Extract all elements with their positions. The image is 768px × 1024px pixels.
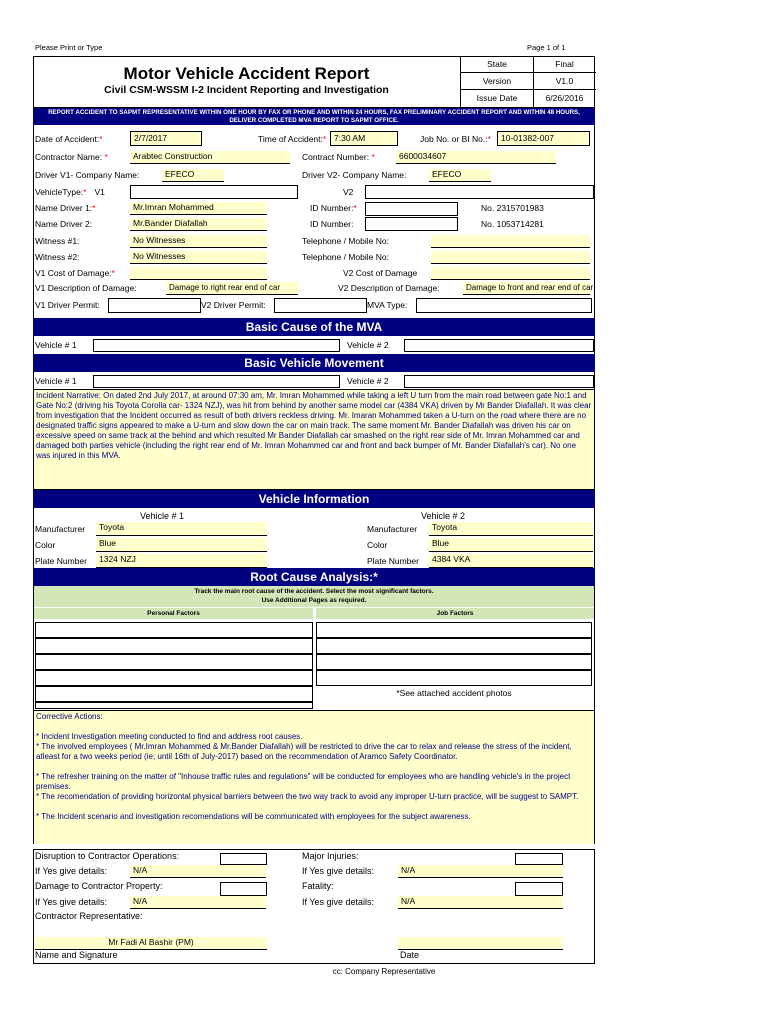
property-details-field[interactable]: N/A <box>130 896 266 909</box>
damage-property-label: Damage to Contractor Property: <box>35 881 163 891</box>
id-number1-value: No. 2315701983 <box>481 203 544 213</box>
if-yes-label: If Yes give details: <box>302 866 375 876</box>
v1-manufacturer-label: Manufacturer <box>35 524 86 534</box>
banner-line: DELIVER COMPLETED MVA REPORT TO SAPMT OFFICE. <box>229 117 399 124</box>
disruption-details-field[interactable]: N/A <box>130 865 266 878</box>
phone2-field[interactable] <box>431 251 590 264</box>
vehicle-type-v1-field[interactable] <box>130 185 298 199</box>
fatality-details-field[interactable]: N/A <box>398 896 563 909</box>
phone1-label: Telephone / Mobile No: <box>302 236 389 246</box>
id-number1-label: ID Number:* <box>310 203 357 213</box>
root-cause-note <box>34 586 594 607</box>
meta-value: V1.0 <box>555 76 574 86</box>
meta-value: Final <box>555 59 574 69</box>
job-factor-row[interactable] <box>316 670 592 686</box>
page-subtitle: Civil CSM-WSSM I-2 Incident Reporting and Investigation <box>104 84 389 96</box>
phone2-label: Telephone / Mobile No: <box>302 252 389 262</box>
disruption-label: Disruption to Contractor Operations: <box>35 851 180 861</box>
job-factor-row[interactable] <box>316 654 592 670</box>
movement-vehicle2-label: Vehicle # 2 <box>347 376 389 386</box>
print-note: Please Print or Type <box>35 43 103 52</box>
personal-factor-row[interactable] <box>35 670 313 686</box>
vehicle1-header: Vehicle # 1 <box>140 511 185 521</box>
if-yes-label: If Yes give details: <box>35 897 108 907</box>
root-cause-note-line: Track the main root cause of the accident. Select the most significant factors. <box>194 588 434 595</box>
major-injuries-field[interactable] <box>515 853 563 865</box>
corrective-item: * The recomendation of providing horizontal physical barriers between the two way track to avoid any improper U-turn practice, will be suggest to SAMPT. <box>36 792 579 801</box>
damage-property-field[interactable] <box>220 882 267 896</box>
v2-plate-label: Plate Number <box>367 556 419 566</box>
driver-v2-company-field[interactable]: EFECO <box>429 169 491 182</box>
v2-description-field[interactable]: Damage to front and rear end of car <box>463 282 590 295</box>
banner-line: REPORT ACCIDENT TO SAPMT REPRESENTATIVE WITHIN ONE HOUR BY FAX OR PHONE AND WITHIN 24 HOURS, FAX PRELIMINARY ACCIDENT REPORT AND WITHIN 48 HOURS, <box>48 109 580 116</box>
name-signature-label: Name and Signature <box>35 950 118 960</box>
cause-vehicle2-label: Vehicle # 2 <box>347 340 389 350</box>
v1-cost-field[interactable] <box>130 267 267 280</box>
movement-vehicle1-field[interactable] <box>93 375 340 388</box>
v1-plate-label: Plate Number <box>35 556 87 566</box>
name-driver1-field[interactable]: Mr.Imran Mohammed <box>130 202 267 215</box>
page-number: Page 1 of 1 <box>527 43 566 52</box>
corrective-item: * The Incident scenario and investigation recomendations will be communicated with employees for the subject awareness. <box>36 812 471 821</box>
page-title: Motor Vehicle Accident Report <box>123 64 370 83</box>
v2-manufacturer-field[interactable]: Toyota <box>429 522 593 536</box>
driver-v2-company-label: Driver V2- Company Name: <box>302 170 407 180</box>
vehicle-type-label: VehicleType:* V1 <box>35 187 105 197</box>
cause-vehicle1-field[interactable] <box>93 339 340 352</box>
v1-description-field[interactable]: Damage to right rear end of car <box>166 282 298 295</box>
job-field[interactable]: 10-01382-007 <box>497 131 590 146</box>
personal-factors-header: Personal Factors <box>34 608 313 619</box>
date-label-footer: Date <box>400 950 420 960</box>
cause-vehicle1-label: Vehicle # 1 <box>35 340 77 350</box>
time-label: Time of Accident:* <box>258 134 327 144</box>
v2-cost-field[interactable] <box>431 267 590 280</box>
if-yes-label: If Yes give details: <box>35 866 108 876</box>
name-driver2-field[interactable]: Mr.Bander Diafallah <box>130 218 267 231</box>
v1-plate-field[interactable]: 1324 NZJ <box>96 554 267 568</box>
corrective-actions-box[interactable] <box>34 710 594 844</box>
v1-description-label: V1 Description of Damage: <box>35 283 137 293</box>
root-cause-note-line: Use Additional Pages as required. <box>261 597 367 604</box>
meta-label: Issue Date <box>476 93 518 103</box>
v2-description-label: V2 Description of Damage: <box>338 283 440 293</box>
mva-type-field[interactable] <box>416 298 592 313</box>
job-factor-row[interactable] <box>316 638 592 654</box>
contractor-label: Contractor Name: * <box>35 152 108 162</box>
v1-manufacturer-field[interactable]: Toyota <box>96 522 267 536</box>
injuries-details-field[interactable]: N/A <box>398 865 563 878</box>
cause-vehicle2-field[interactable] <box>404 339 594 352</box>
corrective-item: * Incident Investigation meeting conducted to find and address root causes. <box>36 732 303 741</box>
v2-permit-label: V2 Driver Permit: <box>201 300 266 310</box>
date-field[interactable]: 2/7/2017 <box>130 131 202 146</box>
personal-factor-row[interactable] <box>35 622 313 638</box>
personal-factor-row[interactable] <box>35 638 313 654</box>
major-injuries-label: Major Injuries: <box>302 851 359 861</box>
v2-color-label: Color <box>367 540 388 550</box>
narrative-text: Incident Narrative: On dated 2nd July 2017, at around 07:30 am, Mr. Imran Mohammed while taking a left U turn from the main road between gate No:1 and Gate No:2 (driving his Toyota Corolla car- 1324 NZJ), was hit from behind by another same model car (4384 VKA) driven by Mr Bander Diafallah. It was clear from investigation that the Incident occurred as result of both drivers reckless driving. Mr. Imaran Mohammed taken a U-turn on the road where there are no designated traffic signs appeared to make a U-turn and slow down the car on main track. The same moment Mr. Bander Diafallah was driven his car on excessive speed on same track at the behind and which resulted Mr Bander Diafallah car smashed on the right rear side of Mr. Imran Mohammed car and damaged both parties vehicle (including the right rear end of Mr. Imran Mohammed car and front and back bumper of Mr. Bander Diafallah's car). No one was injured in this MVA. <box>36 391 592 460</box>
v2-color-field[interactable]: Blue <box>429 538 593 552</box>
basic-cause-header: Basic Cause of the MVA <box>33 318 595 336</box>
personal-factor-row[interactable] <box>35 686 313 702</box>
witness2-label: Witness #2: <box>35 252 80 262</box>
rep-date-field[interactable] <box>398 937 563 950</box>
meta-label: State <box>487 59 507 69</box>
vehicle2-header: Vehicle # 2 <box>421 511 466 521</box>
meta-label: Version <box>482 76 512 86</box>
id-number2-value: No. 1053714281 <box>481 219 544 229</box>
v2-label: V2 <box>343 187 354 197</box>
date-label: Date of Accident:* <box>35 134 103 144</box>
v1-cost-label: V1 Cost of Damage:* <box>35 268 115 278</box>
meta-row-state <box>461 56 596 73</box>
contractor-rep-field[interactable]: Mr Fadi Al Bashir (PM) <box>35 937 267 950</box>
corrective-item: * The involved employees ( Mr.Imran Mohammed & Mr.Bander Diafallah) will be restricted to drive the car to relax and release the stress of the incident, atleast for a two weeks period (ie; until 16th of July-2017) based on the recommendation of Aramco Safety Coordinator. <box>36 742 572 761</box>
meta-table <box>460 56 595 108</box>
witness1-label: Witness #1: <box>35 236 80 246</box>
v2-manufacturer-label: Manufacturer <box>367 524 418 534</box>
personal-factor-row[interactable] <box>35 702 313 709</box>
v2-plate-field[interactable]: 4384 VKA <box>429 554 593 568</box>
contract-number-label: Contract Number: * <box>302 152 375 162</box>
corrective-item: * The refresher training on the matter of "Inhouse traffic rules and regulations" will be conducted for employees who are handling vehicle's in the project premises. <box>36 772 571 791</box>
movement-vehicle2-field[interactable] <box>404 375 594 388</box>
witness1-field[interactable]: No Witnesses <box>130 235 267 248</box>
job-factor-row[interactable] <box>316 622 592 638</box>
v2-permit-field[interactable] <box>274 298 367 313</box>
phone1-field[interactable] <box>431 235 590 248</box>
v1-color-label: Color <box>35 540 56 550</box>
photos-note: *See attached accident photos <box>396 688 512 698</box>
meta-row-issue-date <box>461 90 596 107</box>
v1-permit-field[interactable] <box>108 298 201 313</box>
id-number2-label: ID Number: <box>310 219 354 229</box>
job-label: Job No. or BI No.:* <box>420 134 491 144</box>
driver-v1-company-field[interactable]: EFECO <box>162 169 224 182</box>
name-driver1-label: Name Driver 1:* <box>35 203 96 213</box>
instruction-banner <box>33 108 595 125</box>
time-field[interactable]: 7:30 AM <box>330 131 398 146</box>
vehicle-info-header: Vehicle Information <box>33 490 595 508</box>
if-yes-label: If Yes give details: <box>302 897 375 907</box>
v1-permit-label: V1 Driver Permit: <box>35 300 100 310</box>
meta-row-version <box>461 73 596 90</box>
basic-movement-header: Basic Vehicle Movement <box>33 354 595 372</box>
v2-cost-label: V2 Cost of Damage <box>343 268 418 278</box>
contractor-rep-label: Contractor Representative: <box>35 911 143 921</box>
id-number1-field[interactable] <box>365 202 458 216</box>
v1-color-field[interactable]: Blue <box>96 538 267 552</box>
narrative-box[interactable] <box>34 389 594 490</box>
disruption-field[interactable] <box>220 853 267 865</box>
cc-note: cc: Company Representative <box>332 967 436 976</box>
corrective-actions-title: Corrective Actions: <box>36 712 103 721</box>
fatality-label: Fatality: <box>302 881 334 891</box>
movement-vehicle1-label: Vehicle # 1 <box>35 376 77 386</box>
witness2-field[interactable]: No Witnesses <box>130 251 267 264</box>
mva-type-label: MVA Type: <box>367 300 408 310</box>
meta-value: 6/26/2016 <box>545 93 584 103</box>
driver-v1-company-label: Driver V1- Company Name: <box>35 170 140 180</box>
fatality-field[interactable] <box>515 882 563 896</box>
vehicle-type-v2-field[interactable] <box>365 185 594 199</box>
personal-factor-row[interactable] <box>35 654 313 670</box>
root-cause-header: Root Cause Analysis:* <box>33 568 595 586</box>
name-driver2-label: Name Driver 2: <box>35 219 93 229</box>
contract-number-field[interactable]: 6600034607 <box>396 151 556 164</box>
contractor-field[interactable]: Arabtec Construction <box>130 151 290 164</box>
id-number2-field[interactable] <box>365 217 458 231</box>
job-factors-header: Job Factors <box>316 608 594 619</box>
